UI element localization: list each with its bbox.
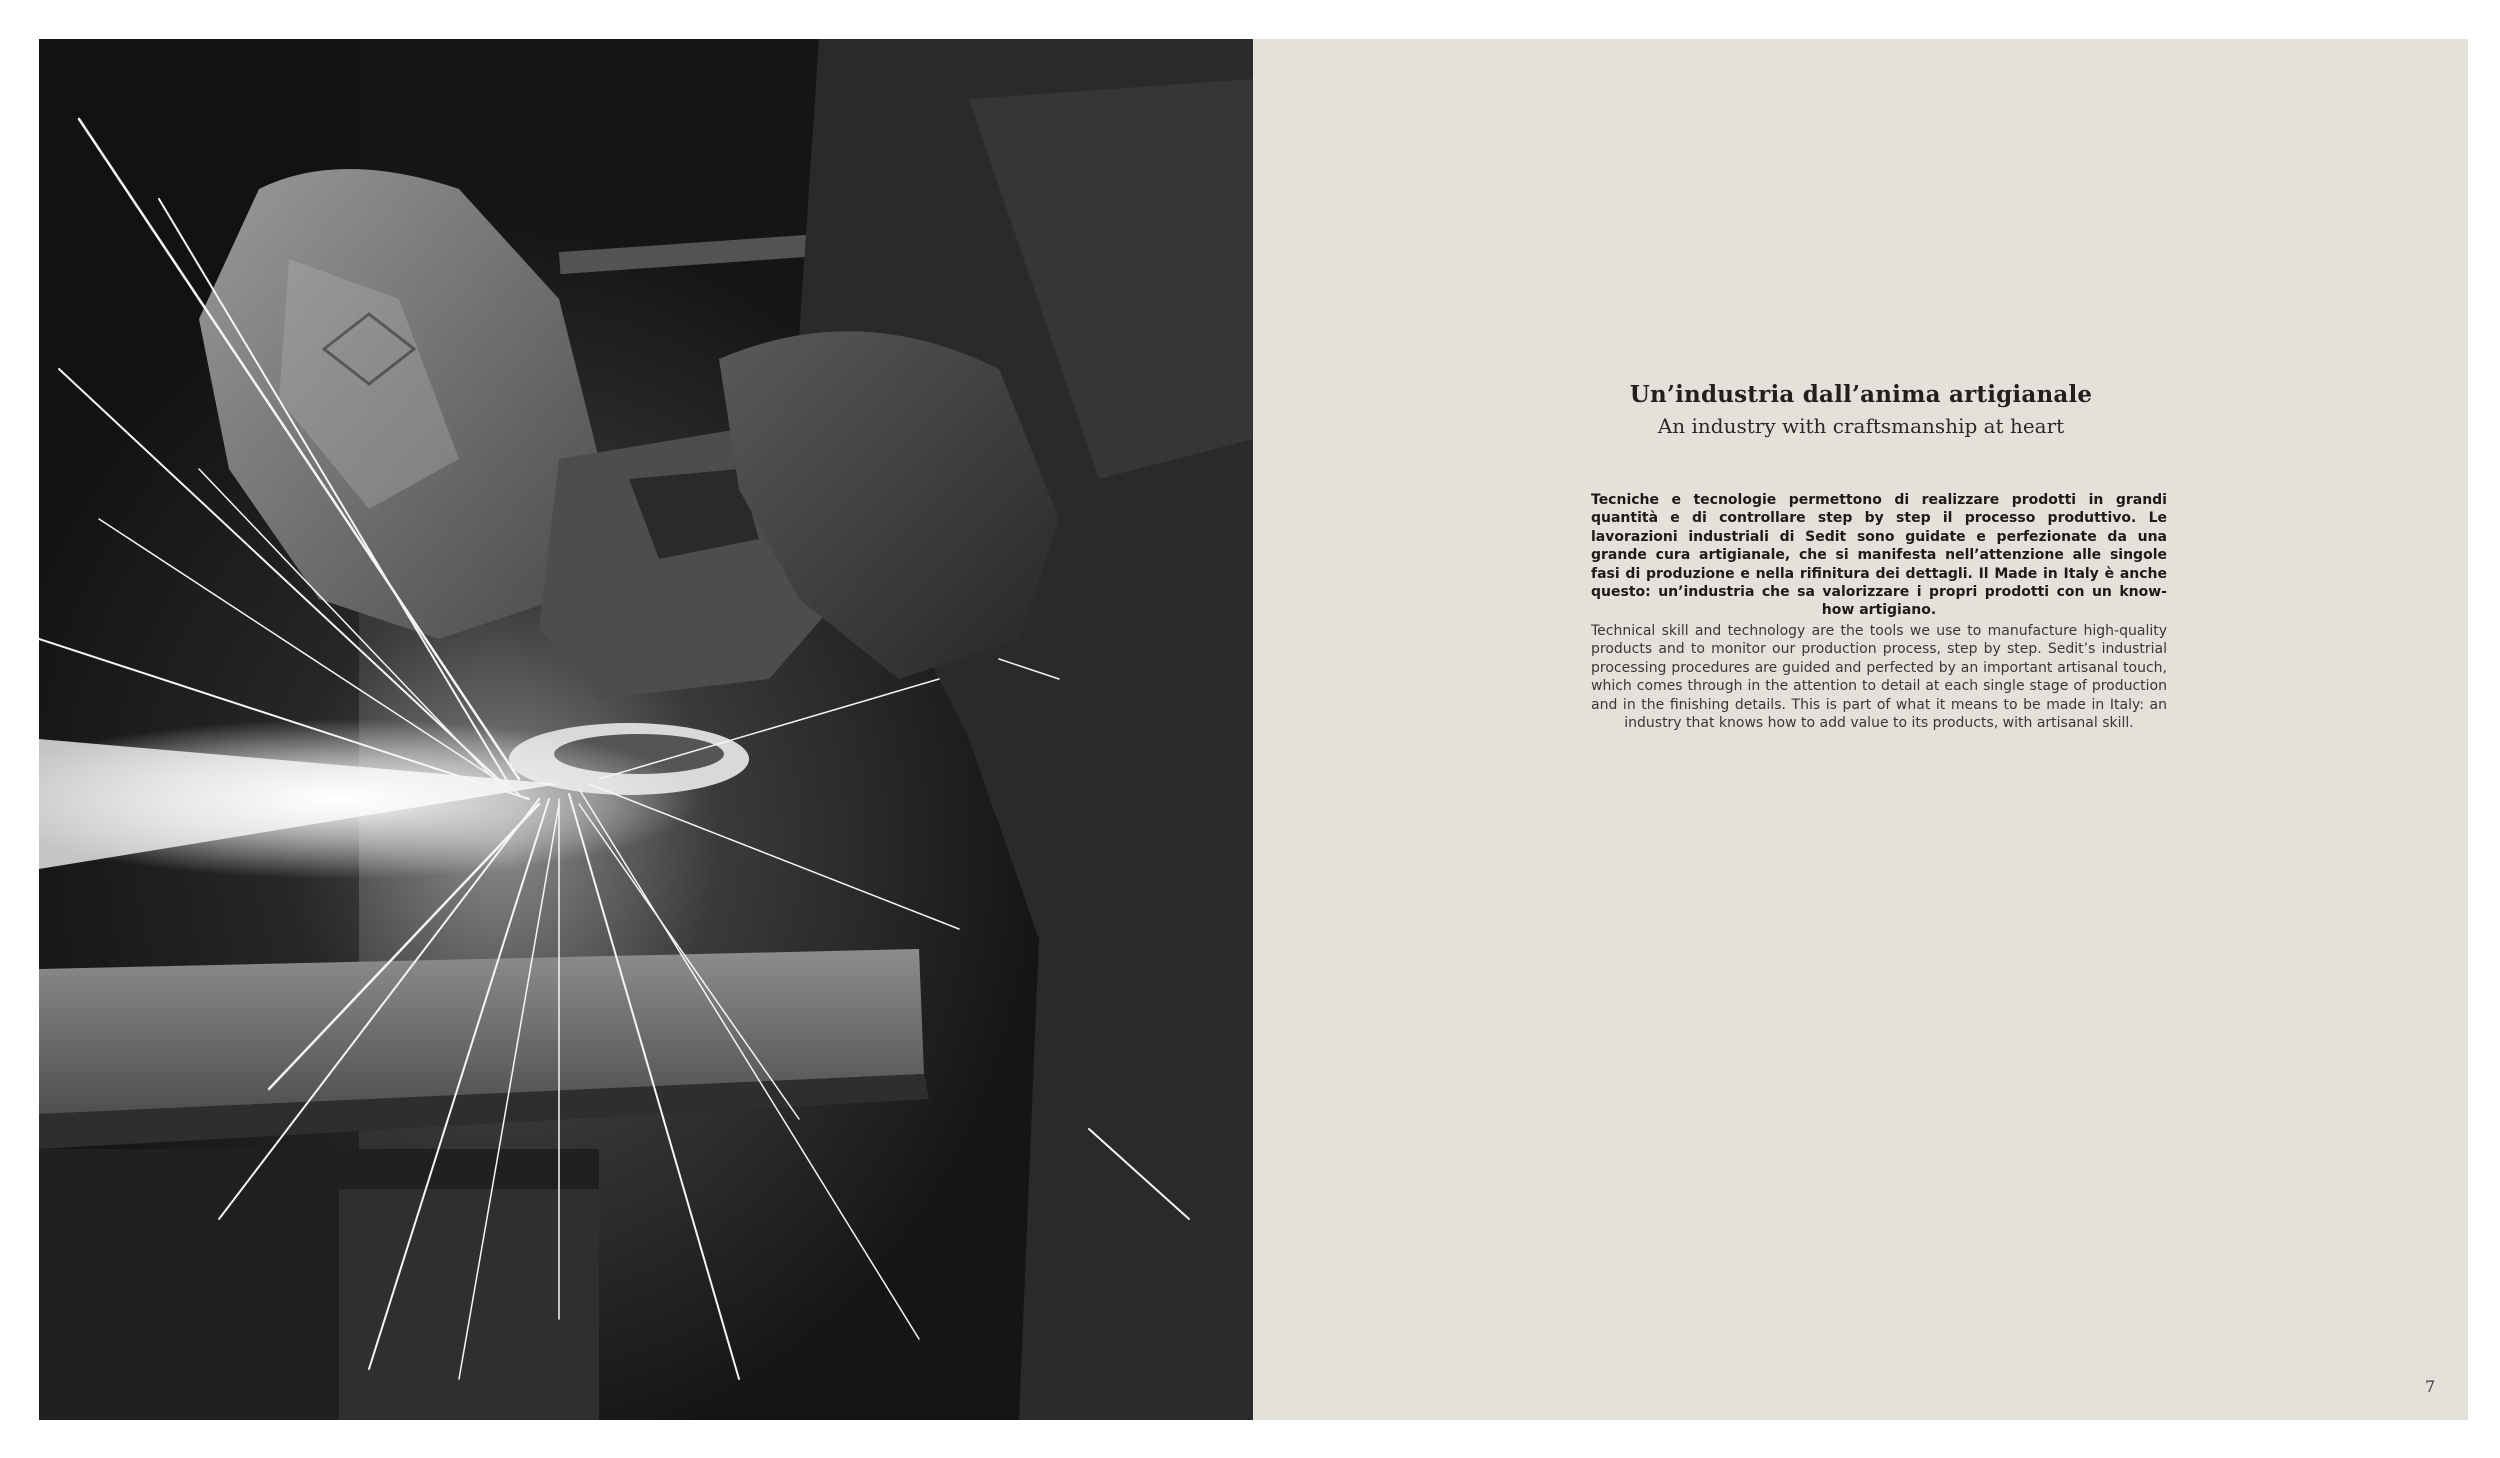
paragraph-english: Technical skill and technology are the tools we use to manufacture high-quality products and to monitor our production process, step by step. Sedit’s industrial processing procedures are guided and perfected by an important artisanal touch, which comes through in the attention to detail at each single stage of production and in the finishing details. This is part of what it means to be made in Italy: an industry that knows how to add value to its products, with artisanal skill.: [1591, 623, 2167, 732]
title-english: An industry with craftsmanship at heart: [1657, 414, 2065, 438]
heading-block: [1573, 379, 2149, 441]
text-panel: [1253, 39, 2468, 1420]
brochure-spread: [39, 39, 2468, 1420]
workshop-photo: [39, 39, 1253, 1420]
paragraph-italian: Tecniche e tecnologie permettono di realizzare prodotti in grandi quantità e di controllare step by step il processo produttivo. Le lavorazioni industriali di Sedit sono guidate e perfezionate da una grande cura artigianale, che si manifesta nell’attenzione alle singole fasi di produzione e nella rifinitura dei dettagli. Il Made in Italy è anche questo: un’industria che sa valorizzare i propri prodotti con un know-how artigiano.: [1591, 492, 2167, 619]
title-italian: Un’industria dall’anima artigianale: [1629, 381, 2093, 408]
page-number: 7: [2425, 1377, 2436, 1396]
grinder-sparks-illustration: [39, 39, 1253, 1420]
